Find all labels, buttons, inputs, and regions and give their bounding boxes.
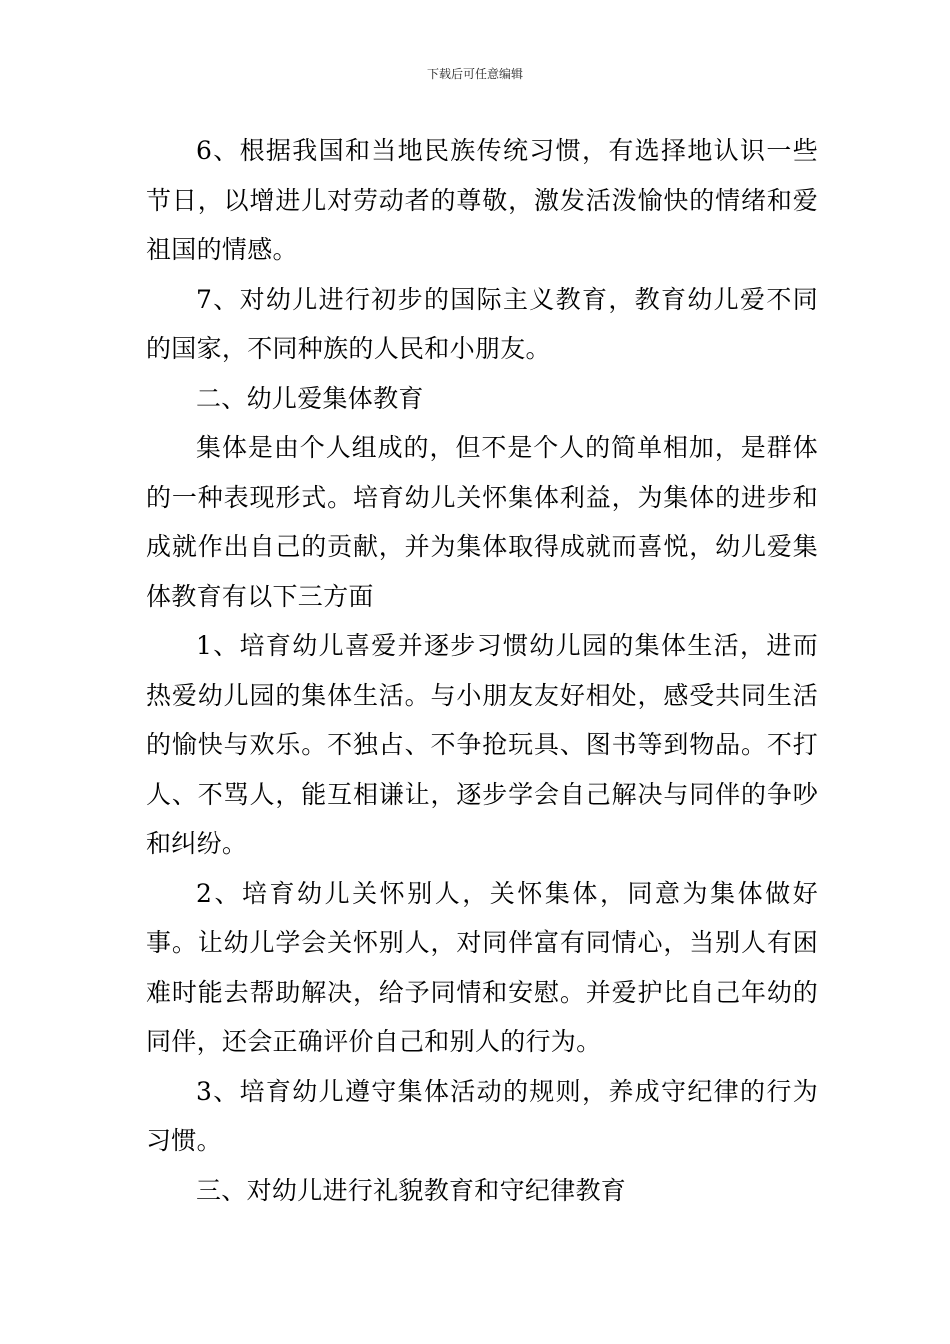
paragraph-item-6: 6、根据我国和当地民族传统习惯，有选择地认识一些节日，以增进儿对劳动者的尊敬，激发活泼愉快的情绪和爱祖国的情感。	[146, 136, 818, 264]
paragraph-intro-collective: 集体是由个人组成的，但不是个人的简单相加，是群体的一种表现形式。培育幼儿关怀集体利益，为集体的进步和成就作出自己的贡献，并为集体取得成就而喜悦，幼儿爱集体教育有以下三方面	[146, 433, 818, 611]
paragraph-item-3: 3、培育幼儿遵守集体活动的规则，养成守纪律的行为习惯。	[146, 1076, 818, 1155]
section-heading-2: 二、幼儿爱集体教育	[196, 383, 424, 413]
paragraph-item-7: 7、对幼儿进行初步的国际主义教育，教育幼儿爱不同的国家，不同种族的人民和小朋友。	[146, 284, 818, 363]
paragraph-item-2: 2、培育幼儿关怀别人，关怀集体，同意为集体做好事。让幼儿学会关怀别人，对同伴富有同情心，当别人有困难时能去帮助解决，给予同情和安慰。并爱护比自己年幼的同伴，还会正确评价自己和别人的行为。	[146, 878, 818, 1056]
page-header: 下载后可任意编辑	[426, 67, 523, 81]
section-heading-3: 三、对幼儿进行礼貌教育和守纪律教育	[196, 1175, 627, 1205]
document-body	[146, 126, 818, 1215]
paragraph-item-1: 1、培育幼儿喜爱并逐步习惯幼儿园的集体生活，进而热爱幼儿园的集体生活。与小朋友友好相处，感受共同生活的愉快与欢乐。不独占、不争抢玩具、图书等到物品。不打人、不骂人，能互相谦让，逐步学会自己解决与同伴的争吵和纠纷。	[146, 631, 818, 858]
